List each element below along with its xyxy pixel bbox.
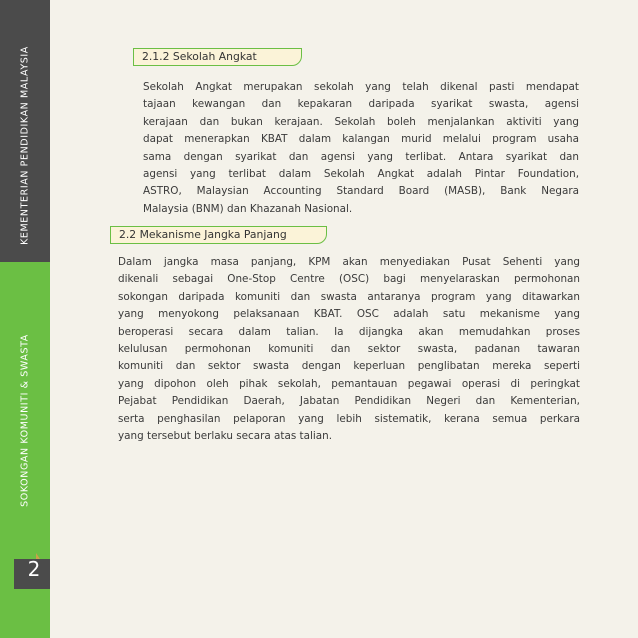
- paragraph-line: komuniti dan sektor swasta dengan keperluan penglibatan mereka seperti: [118, 360, 580, 373]
- paragraph-line: agensi yang terlibat dalam Sekolah Angkat adalah Pintar Foundation,: [143, 168, 579, 181]
- sidebar-top-band: [0, 0, 50, 262]
- ministry-label: KEMENTERIAN PENDIDIKAN MALAYSIA: [19, 46, 31, 245]
- paragraph-line: ASTRO, Malaysian Accounting Standard Board (MASB), Bank Negara: [143, 185, 579, 198]
- paragraph-line: yang tersebut berlaku secara atas talian.: [118, 430, 333, 443]
- page-number-badge: [14, 553, 54, 591]
- paragraph-line: yang menyokong pelaksanaan KBAT. OSC adalah satu mekanisme yang: [118, 308, 580, 321]
- section-22-paragraph: [118, 254, 580, 445]
- paragraph-line: yang dipohon oleh pihak sekolah, pemantauan pegawai operasi di peringkat: [118, 377, 580, 390]
- paragraph-line: dapat menerapkan KBAT dalam kalangan murid melalui program usaha: [143, 133, 579, 146]
- paragraph-line: Dalam jangka masa panjang, KPM akan menyediakan Pusat Sehenti yang: [118, 256, 580, 268]
- paragraph-line: kerajaan dan bukan kerajaan. Sekolah boleh menjalankan aktiviti yang: [143, 115, 579, 128]
- paragraph-line: sama dengan syarikat dan agensi yang terlibat. Antara syarikat dan: [143, 150, 579, 163]
- paragraph-line: Sekolah Angkat merupakan sekolah yang telah dikenal pasti mendapat: [143, 81, 579, 93]
- section-212-heading: 2.1.2 Sekolah Angkat: [133, 48, 302, 66]
- paragraph-line: Pejabat Pendidikan Daerah, Jabatan Pendidikan Negeri dan Kementerian,: [118, 395, 580, 408]
- paragraph-line: tajaan kewangan dan kepakaran daripada syarikat swasta, agensi: [143, 98, 579, 111]
- paragraph-line: dikenali sebagai One-Stop Centre (OSC) bagi menyelaraskan permohonan: [118, 273, 580, 286]
- section-212-paragraph: [143, 79, 579, 218]
- paragraph-line: Malaysia (BNM) dan Khazanah Nasional.: [143, 202, 353, 215]
- page-number: 2: [27, 557, 41, 581]
- paragraph-line: serta penghasilan pelaporan yang lebih sistematik, kerana semua perkara: [118, 412, 580, 425]
- paragraph-line: kelulusan permohonan komuniti dan sektor swasta, padanan tawaran: [118, 343, 580, 356]
- section-22-heading: 2.2 Mekanisme Jangka Panjang: [110, 226, 327, 244]
- chapter-label: SOKONGAN KOMUNITI & SWASTA: [19, 334, 31, 507]
- paragraph-line: beroperasi secara dalam talian. Ia dijangka akan memudahkan proses: [118, 325, 580, 338]
- paragraph-line: sokongan daripada komuniti dan swasta antaranya program yang ditawarkan: [118, 290, 580, 303]
